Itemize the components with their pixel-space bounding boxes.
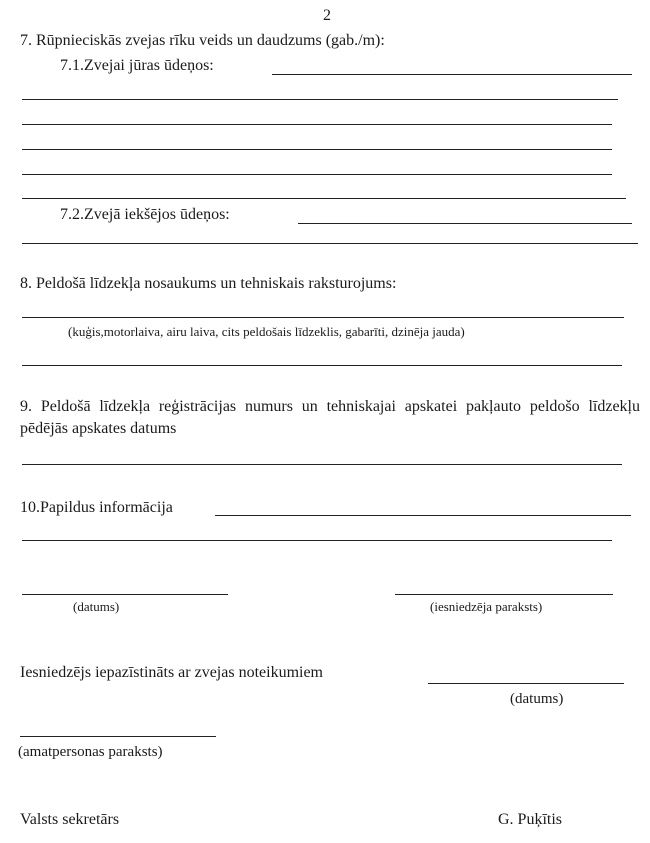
section-7-1-line-6[interactable] <box>22 198 626 199</box>
section-7-1-label: 7.1.Zvejai jūras ūdeņos: <box>60 57 214 74</box>
date-caption: (datums) <box>73 599 120 614</box>
section-8-input-line[interactable] <box>22 317 624 318</box>
applicant-signature-caption: (iesniedzēja paraksts) <box>430 599 543 614</box>
section-7-2-input-line[interactable] <box>298 223 632 224</box>
section-9-text: 9. Peldošā līdzekļa reģistrācijas numurs un tehniskajai apskatei pakļauto peldošo līdzekļu pēdējās apskates datums <box>20 398 640 437</box>
acknowledgement-text: Iesniedzējs iepazīstināts ar zvejas noteikumiem <box>20 664 323 681</box>
section-9-input-line[interactable] <box>22 464 622 465</box>
section-7-1-line-4[interactable] <box>22 149 612 150</box>
section-7-1-input-line[interactable] <box>272 74 632 75</box>
section-10-label: 10.Papildus informācija <box>20 499 173 516</box>
date-line[interactable] <box>22 594 228 595</box>
page-number: 2 <box>323 7 331 24</box>
official-signature-line[interactable] <box>20 736 216 737</box>
section-7-heading: 7. Rūpnieciskās zvejas rīku veids un daudzums (gab./m): <box>20 32 385 49</box>
section-8-hint: (kuģis,motorlaiva, airu laiva, cits peldošais līdzeklis, gabarīti, dzinēja jauda) <box>68 324 465 339</box>
section-7-2-line-2[interactable] <box>22 243 638 244</box>
section-7-1-line-3[interactable] <box>22 124 612 125</box>
footer-name: G. Puķītis <box>498 811 563 828</box>
footer-role: Valsts sekretārs <box>20 811 120 828</box>
section-10-line-2[interactable] <box>22 540 612 541</box>
applicant-signature-line[interactable] <box>395 594 613 595</box>
section-7-2-label: 7.2.Zvejā iekšējos ūdeņos: <box>60 206 230 223</box>
acknowledgement-date-line[interactable] <box>428 683 624 684</box>
section-8-heading: 8. Peldošā līdzekļa nosaukums un tehniskais raksturojums: <box>20 275 397 292</box>
section-8-line-2[interactable] <box>22 365 622 366</box>
acknowledgement-date-caption: (datums) <box>510 691 564 707</box>
section-7-1-line-5[interactable] <box>22 174 612 175</box>
section-10-input-line[interactable] <box>215 515 631 516</box>
official-signature-caption: (amatpersonas paraksts) <box>18 744 163 760</box>
section-7-1-line-2[interactable] <box>22 99 618 100</box>
